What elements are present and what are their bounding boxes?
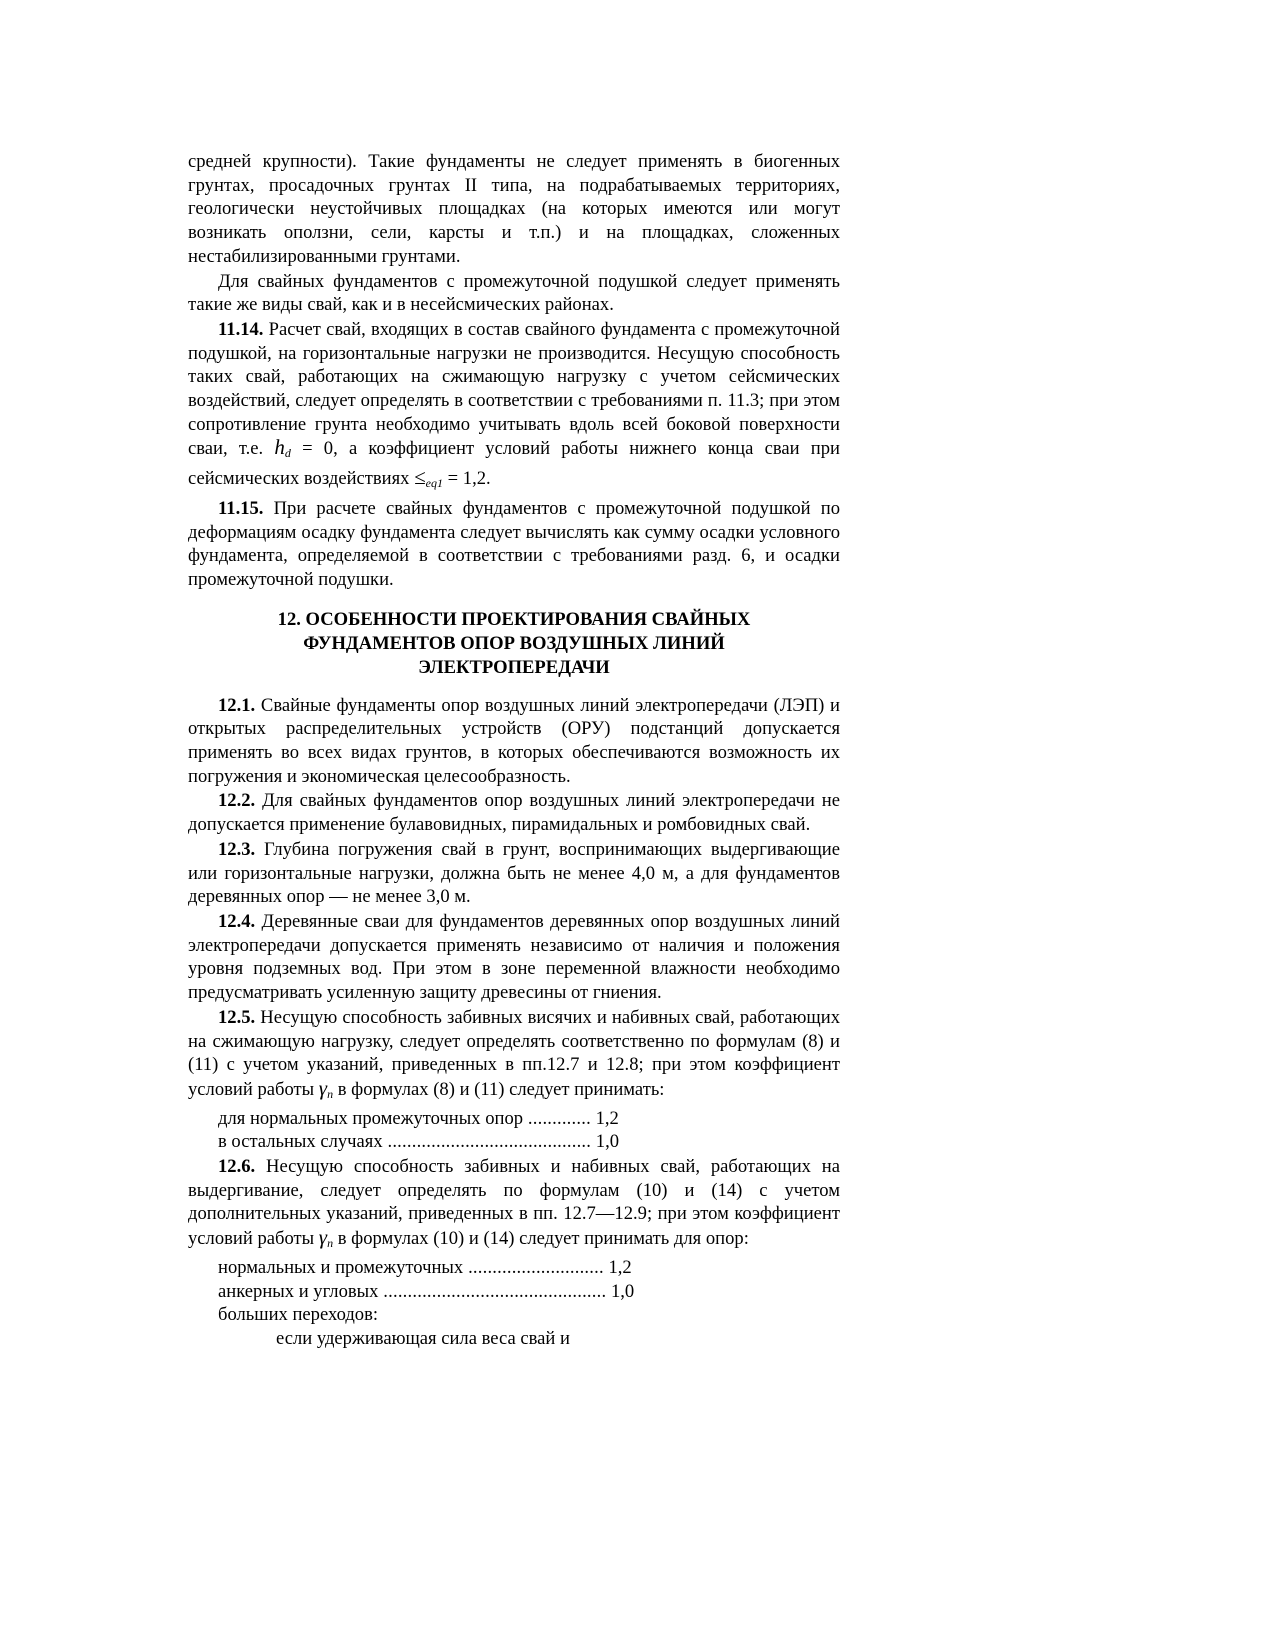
clause-12-4 — [188, 910, 840, 1005]
clause-text: Глубина погружения свай в грунт, воспринимающих выдергивающие или горизонтальные нагрузки, должна быть не менее 4,0 м, а для фундаментов деревянных опор — не менее 3,0 м. — [188, 838, 840, 908]
symbol-gamma: γ — [318, 1225, 328, 1250]
coefficient-subrow: если удерживающая сила веса свай и — [276, 1327, 570, 1349]
subscript-d: d — [284, 446, 291, 461]
leader-dots: .......................................... — [382, 1131, 592, 1153]
clause-number: 12.2. — [218, 790, 256, 812]
clause-number: 11.14. — [218, 318, 264, 340]
coefficient-row-label: больших переходов: — [218, 1304, 379, 1326]
leader-dots: ............................ — [463, 1256, 604, 1278]
clause-11-15 — [188, 497, 840, 592]
clause-number: 12.6. — [218, 1156, 256, 1178]
clause-text: Для свайных фундаментов опор воздушных линий электропередачи не допускается применение булавовидных, пирамидальных и ромбовидных свай. — [188, 790, 840, 836]
symbol-h: h — [274, 435, 285, 460]
clause-text: Расчет свай, входящих в состав свайного фундамента с промежуточной подушкой, на горизонтальные нагрузки не производится. Несущую способность таких свай, работающих на сжимающую нагрузку с учетом сейсмических воздействий, следует определять в соответствии с требованиями п. 11.3; при этом сопротивление грунта необходимо учитывать вдоль всей боковой поверхности сваи, т.е. — [188, 318, 840, 460]
subscript-eq1: eq1 — [425, 476, 443, 491]
row-value: 1,2 — [590, 1107, 619, 1129]
clause-number: 11.15. — [218, 497, 264, 519]
clause-number: 12.5. — [218, 1006, 256, 1028]
row-label: для нормальных промежуточных опор — [218, 1107, 524, 1129]
clause-text: Свайные фундаменты опор воздушных линий электропередачи (ЛЭП) и открытых распределительных устройств (ОРУ) подстанций допускается применять во всех видах грунтов, в которых обеспечиваются возможность их погружения и экономическая целесообразность. — [188, 694, 840, 787]
row-value: 1,0 — [606, 1280, 635, 1302]
clause-12-6 — [188, 1155, 840, 1256]
clause-text: При расчете свайных фундаментов с промежуточной подушкой по деформациям осадку фундамента следует вычислять как сумму осадки условного фундамента, определяемой в соответствии с требованиями разд. 6, и осадки промежуточной подушки. — [188, 497, 840, 590]
coefficient-row — [188, 1256, 840, 1280]
row-value: 1,0 — [591, 1131, 620, 1153]
leader-dots: ............. — [523, 1107, 591, 1129]
section-heading — [188, 608, 840, 680]
subscript-n: n — [327, 1236, 334, 1251]
text-column — [188, 150, 840, 1351]
coefficient-row — [188, 1280, 840, 1304]
clause-text: Деревянные сваи для фундаментов деревянных опор воздушных линий электропередачи допускается применять независимо от наличия и положения уровня подземных вод. При этом в зоне переменной влажности необходимо предусматривать усиленную защиту древесины от гниения. — [188, 910, 840, 1004]
clause-number: 12.4. — [218, 910, 256, 932]
clause-text: = 0, а коэффициент условий работы нижнего конца сваи при сейсмических воздействиях — [188, 438, 840, 490]
symbol-gamma: γ — [318, 1075, 328, 1100]
symbol-gamma-eq: ≤ — [414, 465, 426, 490]
clause-text: в формулах (10) и (14) следует принимать для опор: — [333, 1228, 749, 1250]
clause-11-14 — [188, 318, 840, 496]
heading-line: ФУНДАМЕНТОВ ОПОР ВОЗДУШНЫХ ЛИНИЙ — [303, 632, 725, 654]
clause-text: Несущую способность забивных и набивных свай, работающих на выдергивание, следует определять по формулам (10) и (14) с учетом дополнительных указаний, приведенных в пп. 12.7—12.9; при этом коэффициент условий работы — [188, 1156, 840, 1250]
clause-text: = 1,2. — [443, 468, 491, 490]
coefficient-row — [188, 1130, 840, 1154]
leader-dots: .............................................. — [378, 1280, 607, 1302]
coefficient-row — [188, 1107, 840, 1131]
row-label: в остальных случаях — [218, 1131, 383, 1153]
heading-line: 12. ОСОБЕННОСТИ ПРОЕКТИРОВАНИЯ СВАЙНЫХ — [277, 608, 751, 630]
clause-number: 12.1. — [218, 694, 256, 716]
row-label: анкерных и угловых — [218, 1280, 379, 1302]
row-label: нормальных и промежуточных — [218, 1256, 464, 1278]
paragraph-continuation: средней крупности). Такие фундаменты не следует применять в биогенных грунтах, просадочных грунтах II типа, на подрабатываемых территориях, геологически неустойчивых площадках (на которых имеются или могут возникать оползни, сели, карсты и т.п.) и на площадках, сложенных нестабилизированными грунтами. — [188, 151, 840, 267]
subscript-n: n — [327, 1086, 334, 1101]
row-value: 1,2 — [603, 1256, 632, 1278]
heading-line: ЭЛЕКТРОПЕРЕДАЧИ — [418, 656, 610, 678]
clause-text: в формулах (8) и (11) следует принимать: — [333, 1078, 665, 1100]
clause-12-5 — [188, 1006, 840, 1107]
clause-12-1 — [188, 694, 840, 789]
clause-text: Несущую способность забивных висячих и набивных свай, работающих на сжимающую нагрузку, следует определять соответственно по формулам (8) и (11) с учетом указаний, приведенных в пп.12.7 и 12.8; при этом коэффициент условий работы — [188, 1006, 840, 1100]
paragraph-pile-types: Для свайных фундаментов с промежуточной подушкой следует применять такие же виды свай, как и в несейсмических районах. — [188, 270, 840, 316]
clause-12-3 — [188, 838, 840, 909]
clause-number: 12.3. — [218, 838, 256, 860]
clause-12-2 — [188, 789, 840, 836]
